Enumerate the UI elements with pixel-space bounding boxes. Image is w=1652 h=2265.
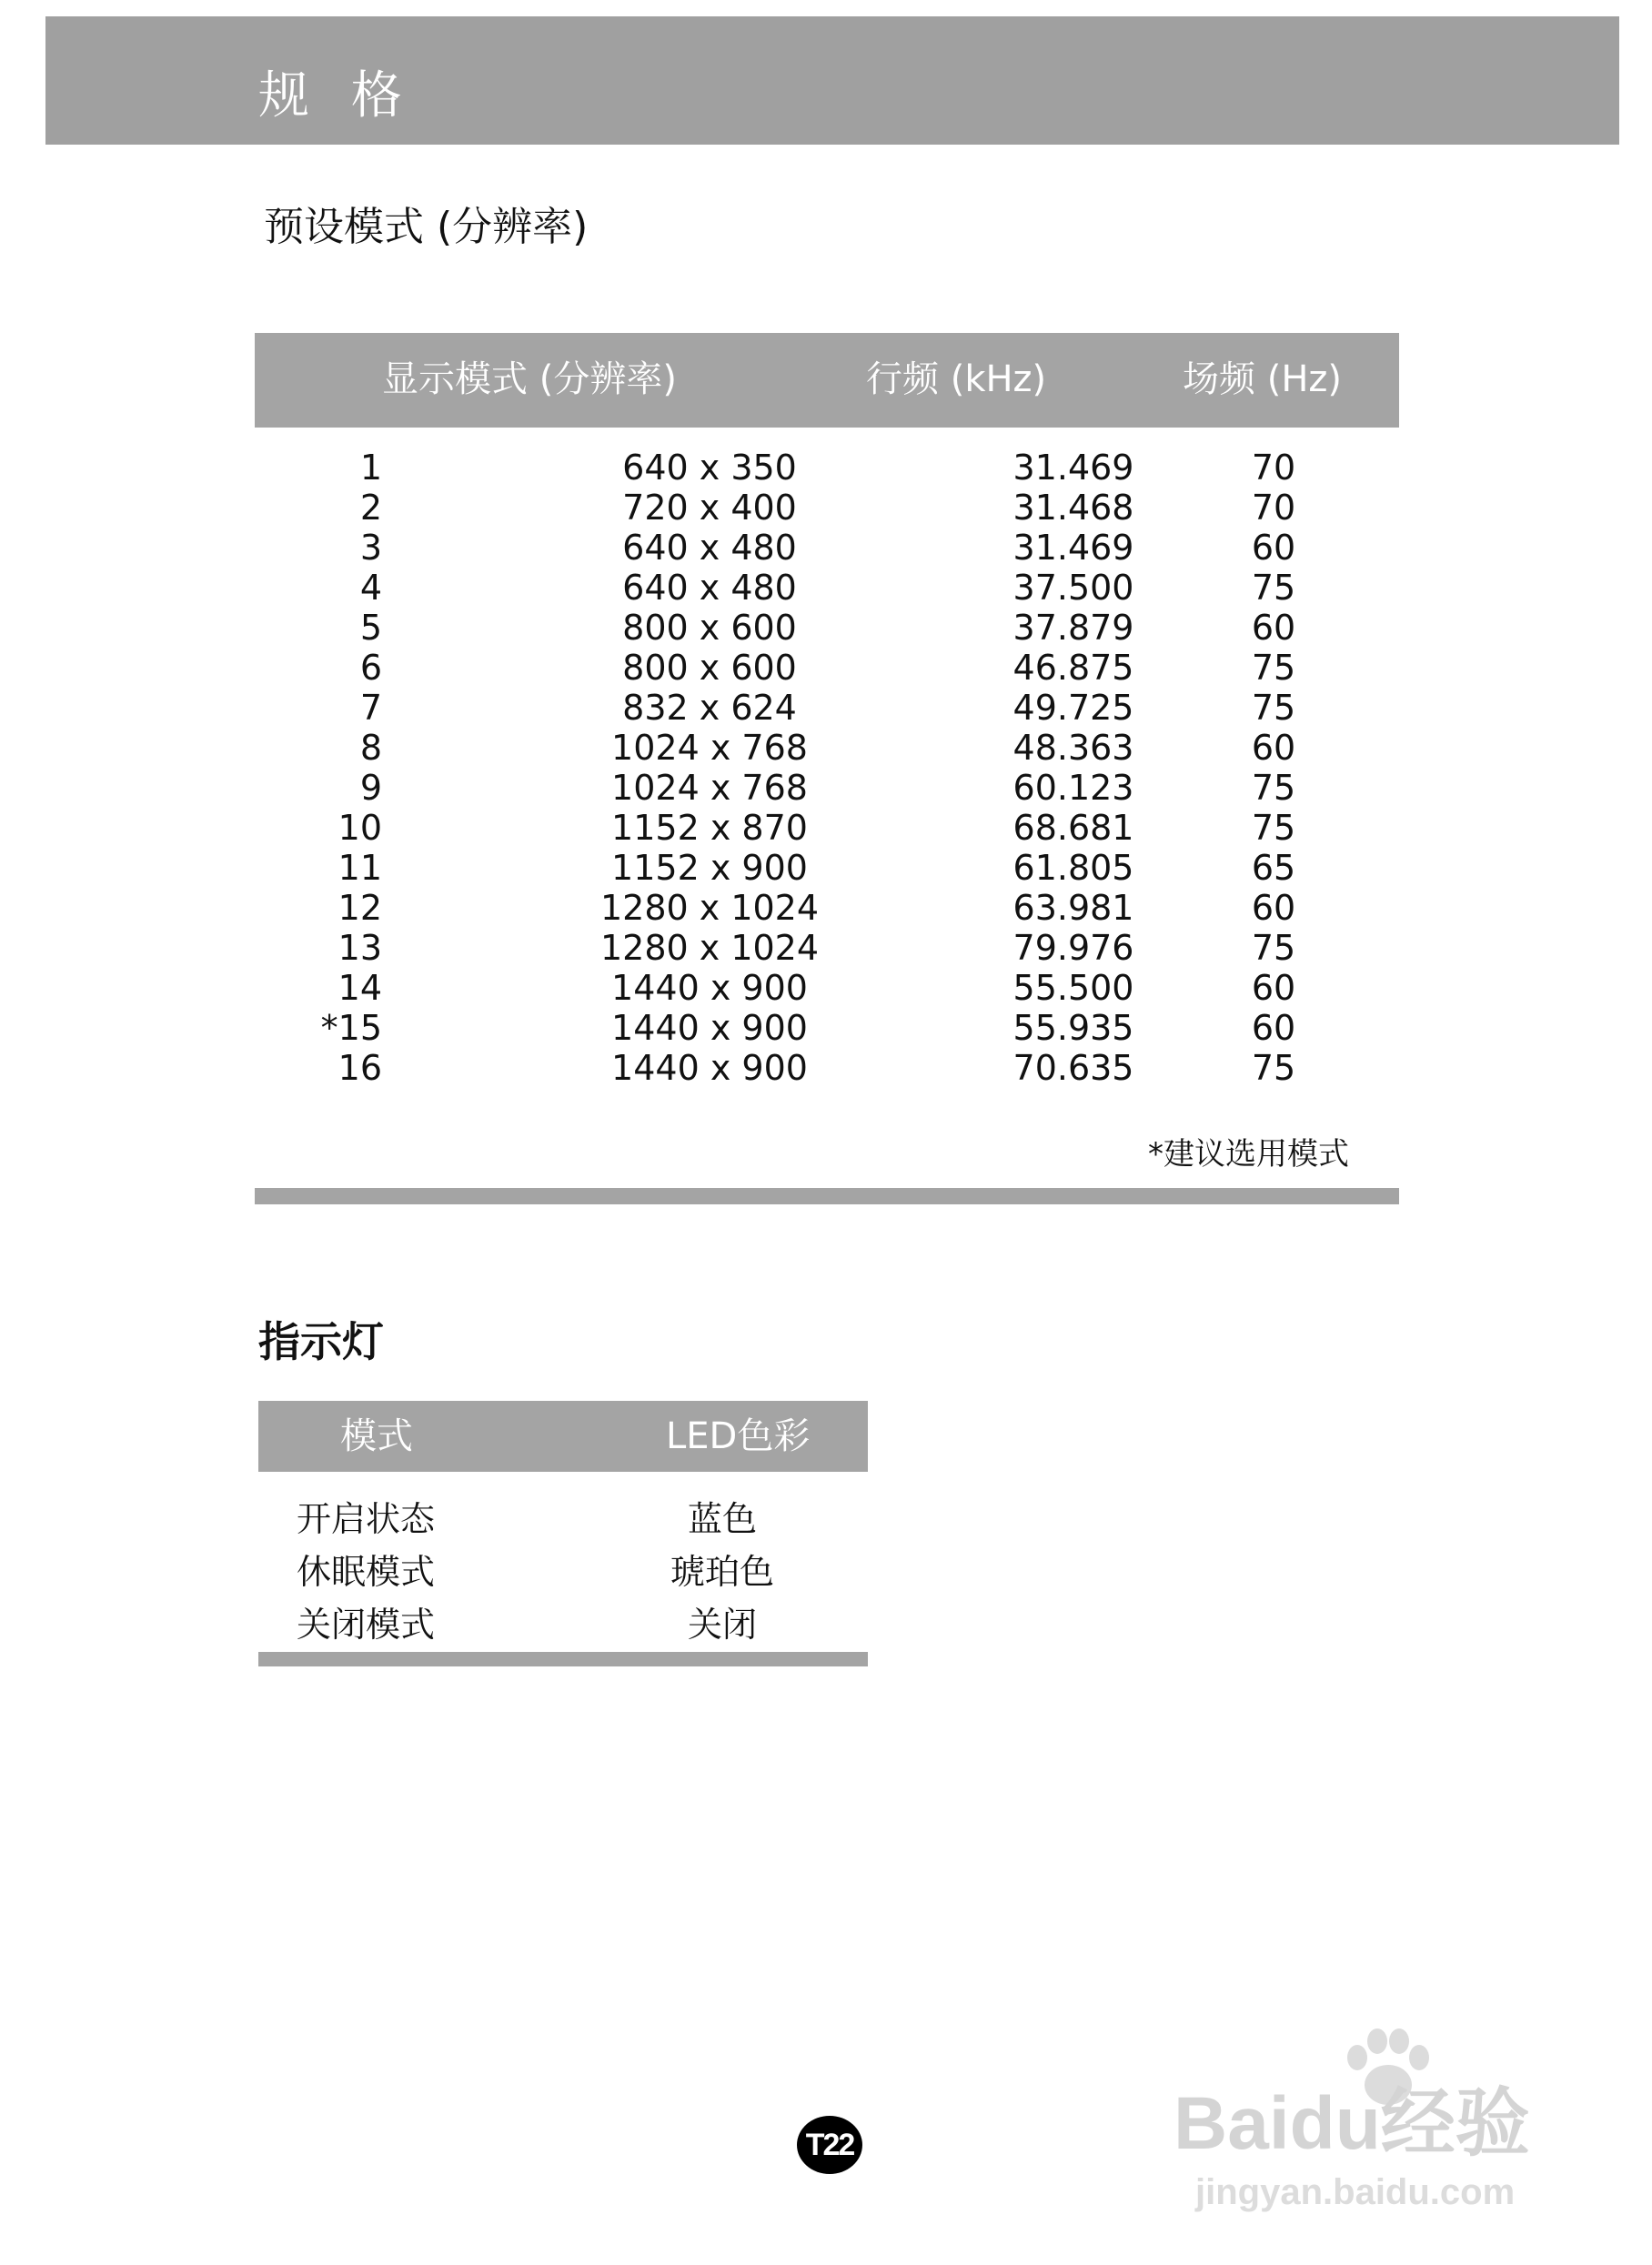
mode-number-cell: 6 bbox=[359, 648, 382, 688]
resolution-cell: 800 x 600 bbox=[622, 648, 797, 688]
horizontal-frequency-cell: 70.635 bbox=[1012, 1048, 1134, 1088]
resolution-cell: 832 x 624 bbox=[622, 688, 797, 728]
led-table-bottom-rule bbox=[258, 1652, 868, 1666]
resolution-cell: 1440 x 900 bbox=[611, 968, 808, 1008]
resolution-cell: 1024 x 768 bbox=[611, 728, 808, 768]
resolution-cell: 640 x 480 bbox=[622, 528, 797, 568]
table-row bbox=[255, 808, 1399, 848]
led-table-body bbox=[258, 1472, 868, 1652]
horizontal-frequency-cell: 31.469 bbox=[1012, 528, 1134, 568]
table-row bbox=[255, 488, 1399, 528]
table-row bbox=[255, 848, 1399, 888]
table-row bbox=[255, 608, 1399, 648]
mode-number-cell: 3 bbox=[359, 528, 382, 568]
led-table-header bbox=[258, 1401, 868, 1472]
led-table-row bbox=[258, 1597, 868, 1652]
recommended-mode-footnote: *建议选用模式 bbox=[1148, 1136, 1349, 1173]
vertical-frequency-cell: 75 bbox=[1251, 648, 1296, 688]
table-row bbox=[255, 648, 1399, 688]
vertical-frequency-cell: 75 bbox=[1251, 688, 1296, 728]
column-header-led-color: LED色彩 bbox=[666, 1415, 811, 1457]
resolution-cell: 1440 x 900 bbox=[611, 1048, 808, 1088]
column-header-h-freq: 行频 (kHz) bbox=[866, 358, 1047, 400]
resolution-cell: 1152 x 900 bbox=[611, 848, 808, 888]
led-mode-cell: 关闭模式 bbox=[297, 1605, 436, 1645]
vertical-frequency-cell: 60 bbox=[1251, 728, 1296, 768]
table-row bbox=[255, 1048, 1399, 1088]
horizontal-frequency-cell: 61.805 bbox=[1012, 848, 1134, 888]
vertical-frequency-cell: 60 bbox=[1251, 888, 1296, 928]
mode-number-cell: 7 bbox=[359, 688, 382, 728]
led-indicator-table bbox=[258, 1401, 868, 1666]
horizontal-frequency-cell: 60.123 bbox=[1012, 768, 1134, 808]
vertical-frequency-cell: 75 bbox=[1251, 568, 1296, 608]
horizontal-frequency-cell: 68.681 bbox=[1012, 808, 1134, 848]
mode-number-cell: 2 bbox=[359, 488, 382, 528]
vertical-frequency-cell: 75 bbox=[1251, 1048, 1296, 1088]
page-title: 规 格 bbox=[258, 66, 415, 126]
horizontal-frequency-cell: 55.500 bbox=[1012, 968, 1134, 1008]
vertical-frequency-cell: 65 bbox=[1251, 848, 1296, 888]
preset-section-title: 预设模式 (分辨率) bbox=[264, 204, 589, 250]
horizontal-frequency-cell: 48.363 bbox=[1012, 728, 1134, 768]
resolution-cell: 1280 x 1024 bbox=[599, 928, 820, 968]
watermark-url-text: jingyan.baidu.com bbox=[1195, 2172, 1516, 2212]
horizontal-frequency-cell: 31.469 bbox=[1012, 448, 1134, 488]
horizontal-frequency-cell: 31.468 bbox=[1012, 488, 1134, 528]
table-row bbox=[255, 768, 1399, 808]
led-table-row bbox=[258, 1545, 868, 1599]
preset-table-body bbox=[255, 428, 1399, 1188]
table-row bbox=[255, 568, 1399, 608]
mode-number-cell: *15 bbox=[320, 1008, 382, 1048]
resolution-cell: 1440 x 900 bbox=[611, 1008, 808, 1048]
horizontal-frequency-cell: 63.981 bbox=[1012, 888, 1134, 928]
horizontal-frequency-cell: 37.879 bbox=[1012, 608, 1134, 648]
preset-table-header bbox=[255, 333, 1399, 428]
vertical-frequency-cell: 75 bbox=[1251, 768, 1296, 808]
preset-modes-table bbox=[255, 333, 1399, 1204]
column-header-mode: 显示模式 (分辨率) bbox=[382, 358, 677, 400]
baidu-watermark bbox=[1174, 2027, 1592, 2218]
mode-number-cell: 16 bbox=[337, 1048, 382, 1088]
resolution-cell: 720 x 400 bbox=[622, 488, 797, 528]
table-row bbox=[255, 688, 1399, 728]
resolution-cell: 640 x 480 bbox=[622, 568, 797, 608]
table-row bbox=[255, 448, 1399, 488]
column-header-v-freq: 场频 (Hz) bbox=[1183, 358, 1342, 400]
led-color-cell: 蓝色 bbox=[687, 1499, 757, 1539]
vertical-frequency-cell: 70 bbox=[1251, 448, 1296, 488]
led-color-cell: 琥珀色 bbox=[670, 1552, 774, 1592]
mode-number-cell: 5 bbox=[359, 608, 382, 648]
mode-number-cell: 8 bbox=[359, 728, 382, 768]
led-mode-cell: 开启状态 bbox=[297, 1499, 436, 1539]
column-header-led-mode: 模式 bbox=[340, 1415, 413, 1457]
watermark-main-text: Baidu经验 bbox=[1174, 2082, 1530, 2165]
page-number-badge: T22 bbox=[797, 2116, 862, 2174]
mode-number-cell: 11 bbox=[337, 848, 382, 888]
vertical-frequency-cell: 60 bbox=[1251, 528, 1296, 568]
vertical-frequency-cell: 60 bbox=[1251, 1008, 1296, 1048]
table-row bbox=[255, 928, 1399, 968]
horizontal-frequency-cell: 79.976 bbox=[1012, 928, 1134, 968]
resolution-cell: 1024 x 768 bbox=[611, 768, 808, 808]
indicator-section-title: 指示灯 bbox=[258, 1317, 384, 1366]
vertical-frequency-cell: 75 bbox=[1251, 928, 1296, 968]
table-row bbox=[255, 1008, 1399, 1048]
vertical-frequency-cell: 70 bbox=[1251, 488, 1296, 528]
resolution-cell: 800 x 600 bbox=[622, 608, 797, 648]
table-row bbox=[255, 968, 1399, 1008]
resolution-cell: 1152 x 870 bbox=[611, 808, 808, 848]
mode-number-cell: 1 bbox=[359, 448, 382, 488]
resolution-cell: 640 x 350 bbox=[622, 448, 797, 488]
mode-number-cell: 10 bbox=[337, 808, 382, 848]
led-table-row bbox=[258, 1492, 868, 1546]
led-color-cell: 关闭 bbox=[687, 1605, 757, 1645]
mode-number-cell: 12 bbox=[337, 888, 382, 928]
horizontal-frequency-cell: 55.935 bbox=[1012, 1008, 1134, 1048]
resolution-cell: 1280 x 1024 bbox=[599, 888, 820, 928]
horizontal-frequency-cell: 46.875 bbox=[1012, 648, 1134, 688]
horizontal-frequency-cell: 37.500 bbox=[1012, 568, 1134, 608]
table-bottom-rule bbox=[255, 1188, 1399, 1204]
mode-number-cell: 14 bbox=[337, 968, 382, 1008]
horizontal-frequency-cell: 49.725 bbox=[1012, 688, 1134, 728]
table-row bbox=[255, 528, 1399, 568]
mode-number-cell: 9 bbox=[359, 768, 382, 808]
vertical-frequency-cell: 60 bbox=[1251, 968, 1296, 1008]
vertical-frequency-cell: 60 bbox=[1251, 608, 1296, 648]
led-mode-cell: 休眠模式 bbox=[297, 1552, 436, 1592]
mode-number-cell: 13 bbox=[337, 928, 382, 968]
mode-number-cell: 4 bbox=[359, 568, 382, 608]
table-row bbox=[255, 888, 1399, 928]
table-row bbox=[255, 728, 1399, 768]
vertical-frequency-cell: 75 bbox=[1251, 808, 1296, 848]
